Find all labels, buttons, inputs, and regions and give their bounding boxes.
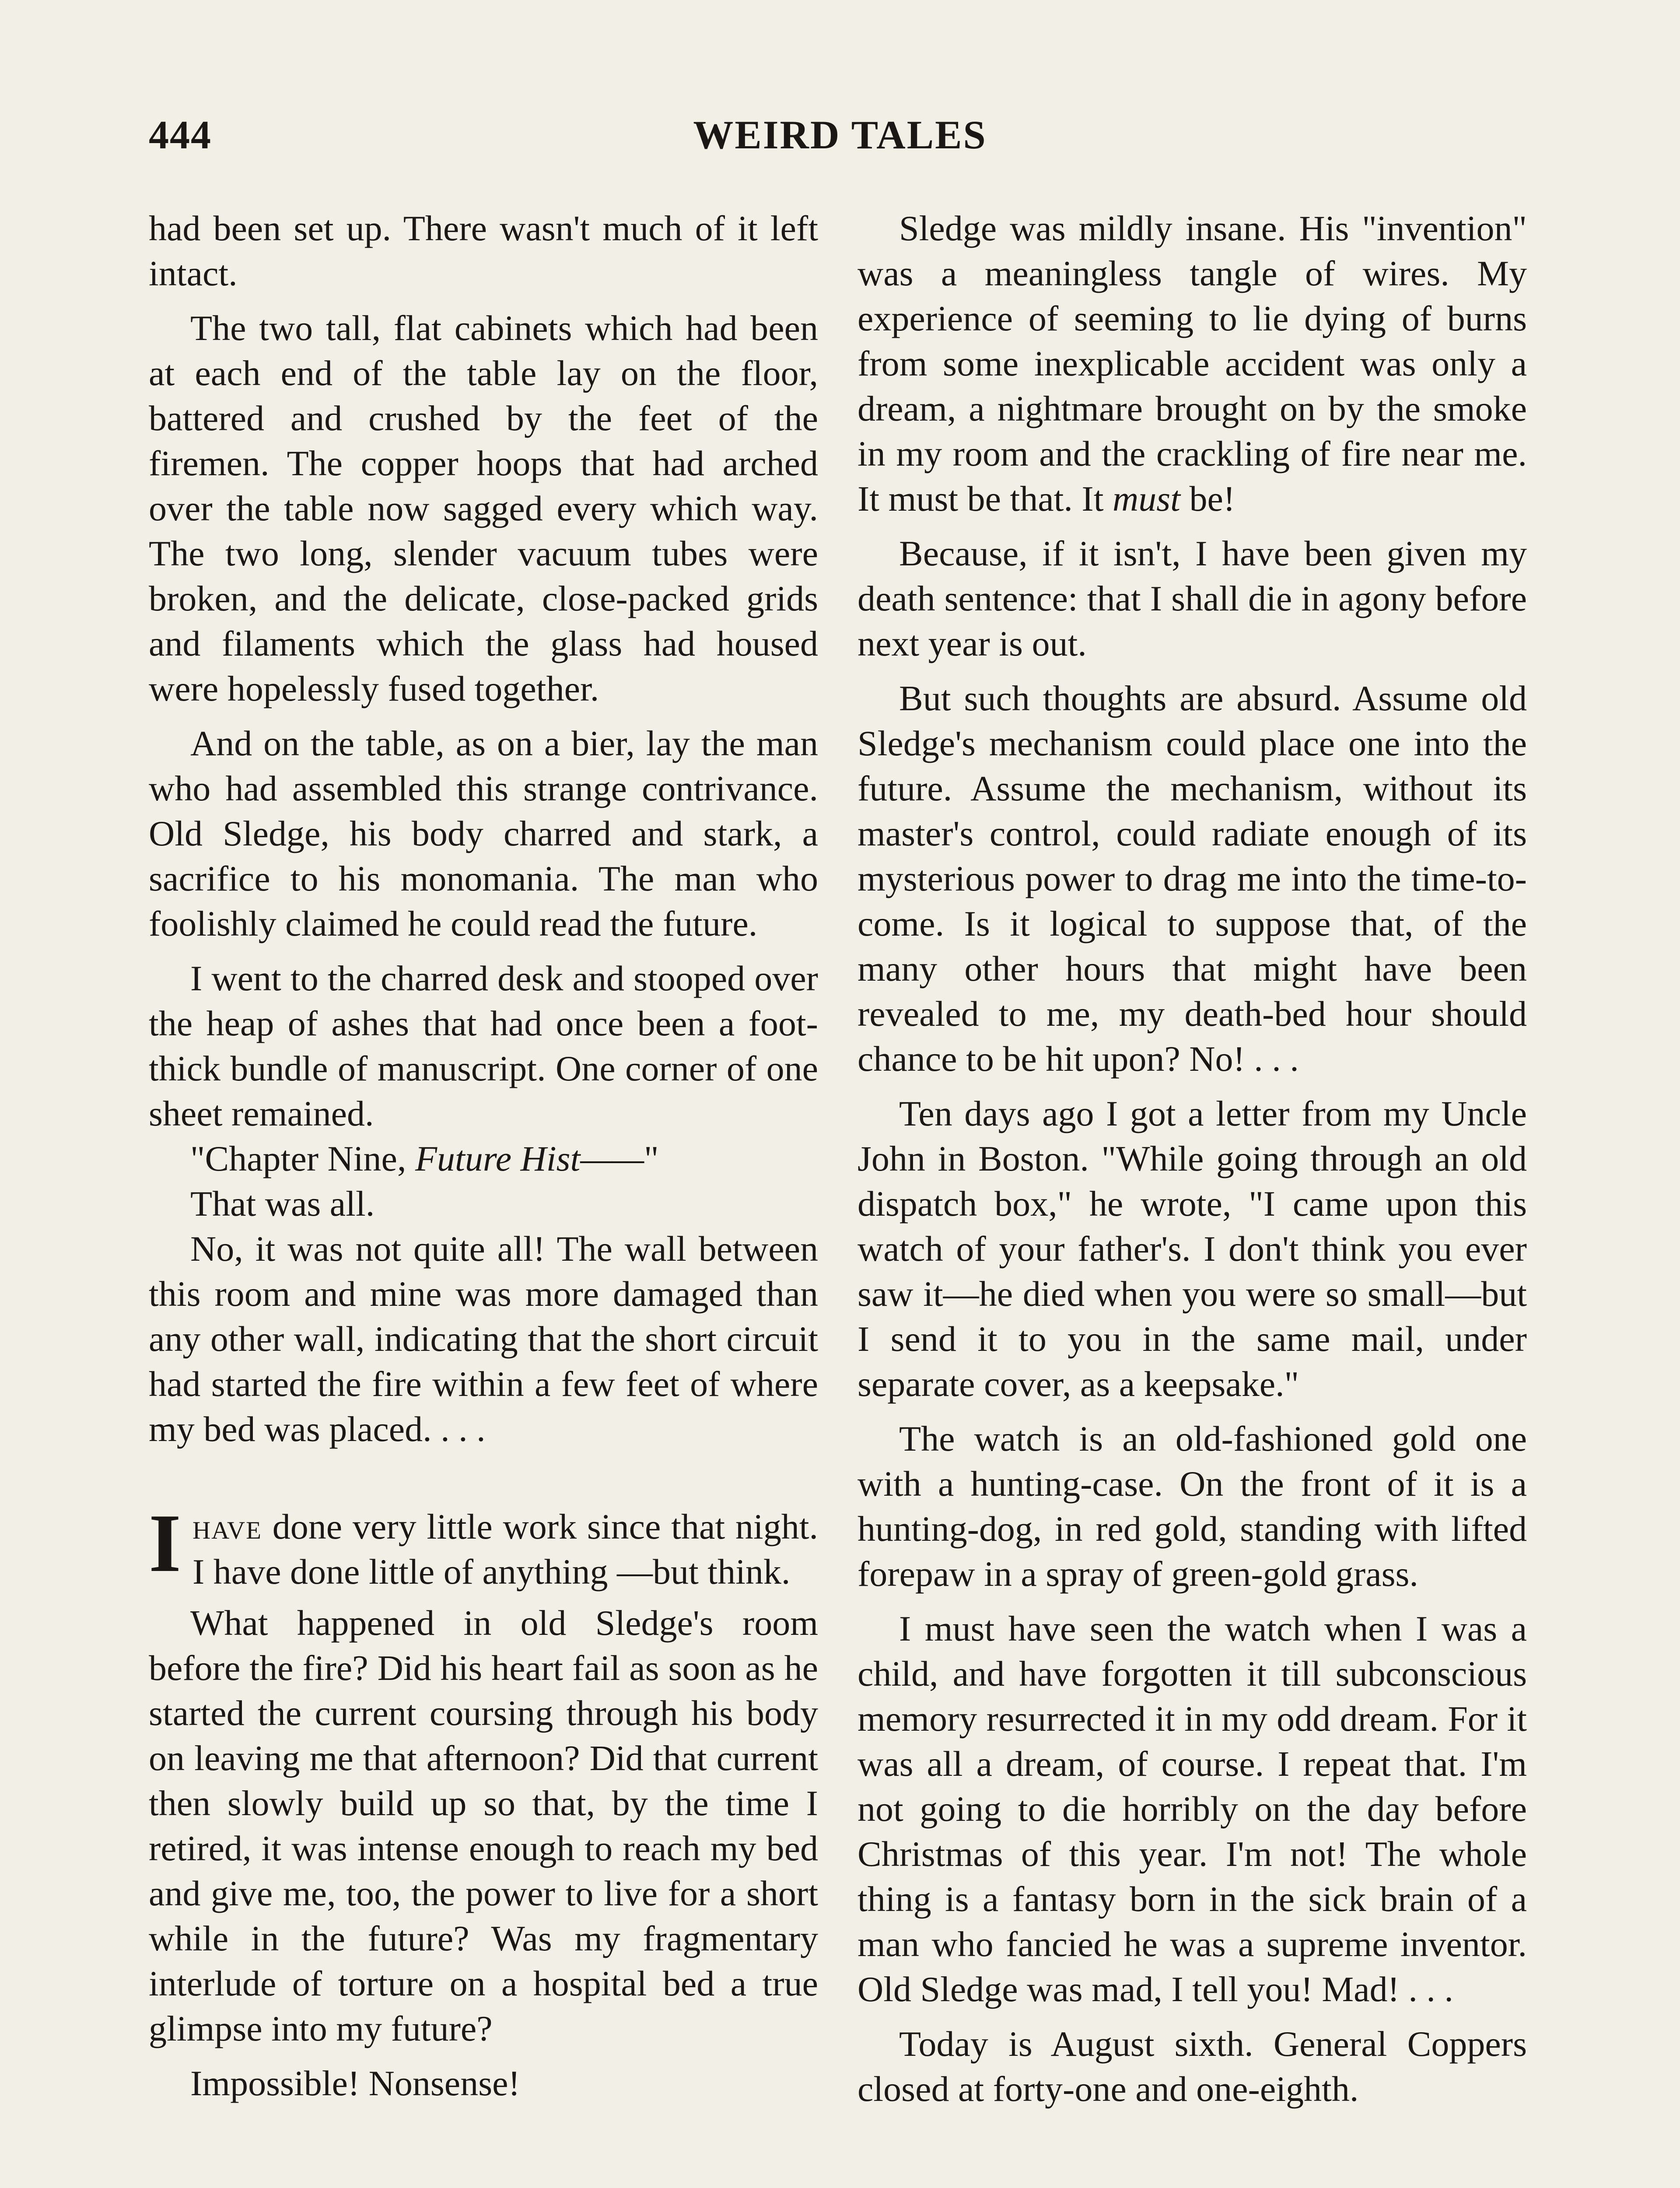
paragraph — [858, 206, 1527, 521]
paragraph-text: Sledge was mildly insane. His "invention" was a meaningless tangle of wires. My experience of seeming to lie dying of burns from some inexplicable accident was only a dream, a nightmare brought on by the smoke in my room and the crackling of fire near me. It must be that. It — [858, 208, 1527, 519]
paragraph: The two tall, flat cabinets which had been at each end of the table lay on the floor, battered and crushed by the feet of the firemen. The copper hoops that had arched over the table now sagged every which way. The two long, slender vacuum tubes were broken, and the delicate, close-packed grids and filaments which the glass had housed were hopelessly fused together. — [149, 308, 818, 708]
smallcaps-lead: have — [192, 1507, 262, 1546]
paragraph: Today is August sixth. General Coppers closed at forty-one and one-eighth. — [858, 2024, 1527, 2109]
paragraph: I must have seen the watch when I was a child, and have forgotten it till subconscious memory resurrected it in my odd dream. For it was all a dream, of course. I repeat that. I'm not going to die horribly on the day before Christmas of this year. I'm not! The whole thing is a fantasy born in the sick brain of a man who fancied he was a supreme inventor. Old Sledge was mad, I tell you! Mad! . . . — [858, 1609, 1527, 2009]
paragraph: had been set up. There wasn't much of it left intact. — [149, 208, 818, 293]
paragraph-end: be! — [1180, 479, 1236, 519]
running-title: WEIRD TALES — [693, 112, 987, 157]
page-header — [149, 112, 1531, 168]
manuscript-quote — [149, 1136, 818, 1181]
paragraph: The watch is an old-fashioned gold one with a hunting-case. On the front of it is a hunting-dog, in red gold, standing with lifted forepaw in a spray of green-gold grass. — [858, 1419, 1527, 1594]
paragraph: That was all. — [190, 1184, 375, 1224]
paragraph: And on the table, as on a bier, lay the man who had assembled this strange contrivance. Old Sledge, his body charred and stark, a sacrifice to his monomania. The man who foolishly claimed he could read the future. — [149, 723, 818, 943]
quote-italic: Future Hist—— — [415, 1139, 644, 1178]
paragraph: Impossible! Nonsense! — [190, 2063, 520, 2103]
paragraph: But such thoughts are absurd. Assume old Sledge's mechanism could place one into the future. Assume the mechanism, without its master's control, could radiate enough of its mysterious power to drag me into the time-to-come. Is it logical to suppose that, of the many other hours that might have been revealed to me, my death-bed hour should chance to be hit upon? No! . . . — [858, 678, 1527, 1079]
paragraph: I went to the charred desk and stooped over the heap of ashes that had once been a foot-thick bundle of manuscript. One corner of one sheet remained. — [149, 958, 818, 1133]
left-column — [149, 206, 818, 2115]
paragraph: Ten days ago I got a letter from my Uncle John in Boston. "While going through an old dispatch box," he wrote, "I came upon this watch of your father's. I don't think you ever saw it—he died when you were so small—but I send it to you in the same mail, under separate cover, as a keepsake." — [858, 1094, 1527, 1404]
quote-close: " — [644, 1139, 659, 1178]
paragraph: What happened in old Sledge's room before the fire? Did his heart fail as soon as he started the current coursing through his body on leaving me that afternoon? Did that current then slowly build up so that, by the time I retired, it was intense enough to reach my bed and give me, too, the power to live for a short while in the future? Was my fragmentary interlude of torture on a hospital bed a true glimpse into my future? — [149, 1603, 818, 2048]
paragraph: Because, if it isn't, I have been given my death sentence: that I shall die in agony before next year is out. — [858, 533, 1527, 663]
emphasis: must — [1113, 479, 1180, 519]
section-opener — [149, 1497, 818, 1594]
paragraph: No, it was not quite all! The wall between this room and mine was more damaged than any other wall, indicating that the short circuit had started the fire within a few feet of where my bed was placed. . . . — [149, 1229, 818, 1449]
drop-cap: I — [149, 1497, 181, 1589]
right-column — [858, 206, 1527, 2121]
page-number: 444 — [149, 112, 212, 157]
opener-text: done very little work since that night. I have done little of anything —but think. — [192, 1507, 818, 1592]
quote-text: "Chapter Nine, — [190, 1139, 415, 1178]
